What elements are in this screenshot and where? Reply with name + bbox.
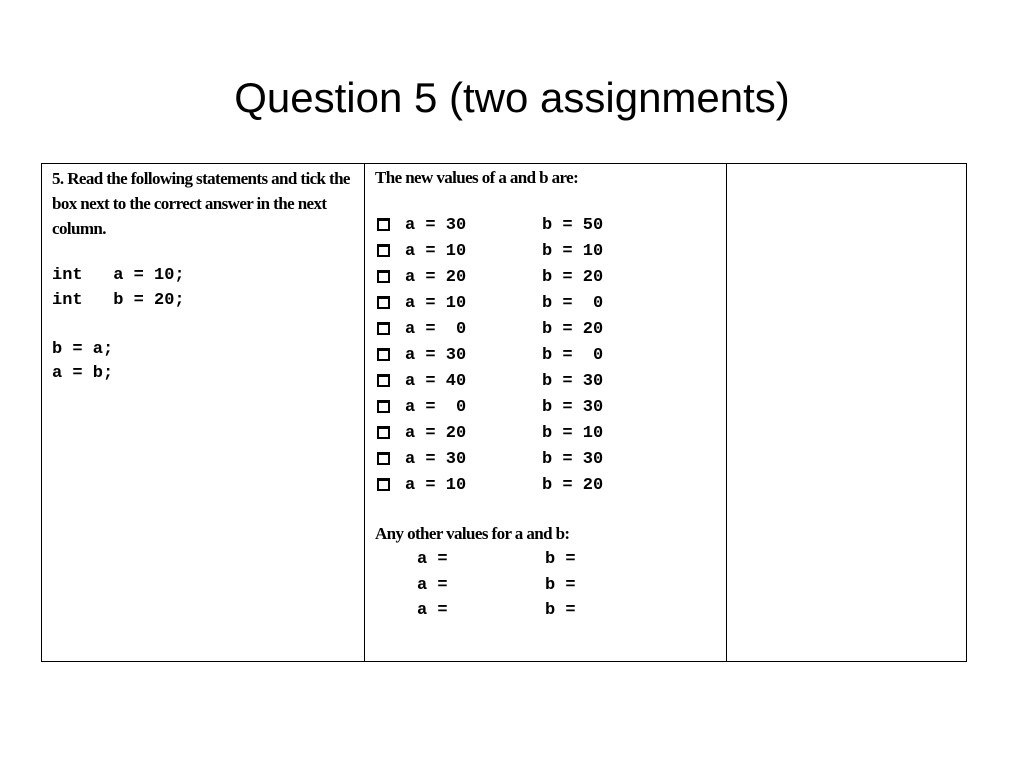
- other-a-field[interactable]: a =: [417, 576, 448, 595]
- option-a-value: a = 0: [405, 398, 467, 417]
- option-b-value: b = 20: [542, 476, 604, 495]
- answer-option[interactable]: [377, 213, 707, 239]
- answer-option[interactable]: [377, 317, 707, 343]
- other-b-field[interactable]: b =: [545, 576, 576, 595]
- checkbox-icon[interactable]: [377, 270, 390, 283]
- answer-option[interactable]: [377, 291, 707, 317]
- option-a-value: a = 20: [405, 424, 467, 443]
- option-b-value: b = 30: [542, 450, 604, 469]
- code-line-declare-b: int b = 20;: [52, 291, 185, 310]
- question-table: [41, 163, 967, 662]
- option-b-value: b = 30: [542, 398, 604, 417]
- answer-option[interactable]: [377, 395, 707, 421]
- other-a-field[interactable]: a =: [417, 601, 448, 620]
- other-b-field[interactable]: b =: [545, 601, 576, 620]
- option-b-value: b = 20: [542, 320, 604, 339]
- checkbox-icon[interactable]: [377, 374, 390, 387]
- option-a-value: a = 40: [405, 372, 467, 391]
- option-b-value: b = 30: [542, 372, 604, 391]
- option-a-value: a = 10: [405, 294, 467, 313]
- answer-heading: The new values of a and b are:: [375, 168, 579, 187]
- option-b-value: b = 20: [542, 268, 604, 287]
- option-b-value: b = 10: [542, 424, 604, 443]
- option-b-value: b = 10: [542, 242, 604, 261]
- answer-option[interactable]: [377, 343, 707, 369]
- checkbox-icon[interactable]: [377, 244, 390, 257]
- code-line-assign-b: b = a;: [52, 340, 114, 359]
- checkbox-icon[interactable]: [377, 322, 390, 335]
- answer-option[interactable]: [377, 369, 707, 395]
- answer-option[interactable]: [377, 421, 707, 447]
- option-b-value: b = 0: [542, 294, 604, 313]
- option-a-value: a = 0: [405, 320, 467, 339]
- checkbox-icon[interactable]: [377, 218, 390, 231]
- option-b-value: b = 0: [542, 346, 604, 365]
- question-column: [42, 164, 365, 661]
- other-values-row[interactable]: [417, 547, 677, 572]
- option-b-value: b = 50: [542, 216, 604, 235]
- other-values-row[interactable]: [417, 598, 677, 623]
- option-a-value: a = 10: [405, 476, 467, 495]
- code-line-declare-a: int a = 10;: [52, 266, 185, 285]
- answer-column: [365, 164, 727, 661]
- question-instructions: 5. Read the following statements and tick the box next to the correct answer in the next column.: [52, 169, 350, 238]
- slide-title: Question 5 (two assignments): [234, 74, 790, 121]
- checkbox-icon[interactable]: [377, 296, 390, 309]
- option-a-value: a = 10: [405, 242, 467, 261]
- answer-option[interactable]: [377, 239, 707, 265]
- other-values-row[interactable]: [417, 573, 677, 598]
- checkbox-icon[interactable]: [377, 400, 390, 413]
- checkbox-icon[interactable]: [377, 452, 390, 465]
- answer-option[interactable]: [377, 473, 707, 499]
- option-a-value: a = 30: [405, 346, 467, 365]
- answer-option[interactable]: [377, 447, 707, 473]
- empty-column: [727, 164, 966, 661]
- checkbox-icon[interactable]: [377, 426, 390, 439]
- code-line-assign-a: a = b;: [52, 364, 114, 383]
- other-b-field[interactable]: b =: [545, 550, 576, 569]
- other-values-heading: Any other values for a and b:: [375, 524, 570, 543]
- answer-option[interactable]: [377, 265, 707, 291]
- option-a-value: a = 20: [405, 268, 467, 287]
- checkbox-icon[interactable]: [377, 478, 390, 491]
- option-a-value: a = 30: [405, 450, 467, 469]
- option-a-value: a = 30: [405, 216, 467, 235]
- checkbox-icon[interactable]: [377, 348, 390, 361]
- other-a-field[interactable]: a =: [417, 550, 448, 569]
